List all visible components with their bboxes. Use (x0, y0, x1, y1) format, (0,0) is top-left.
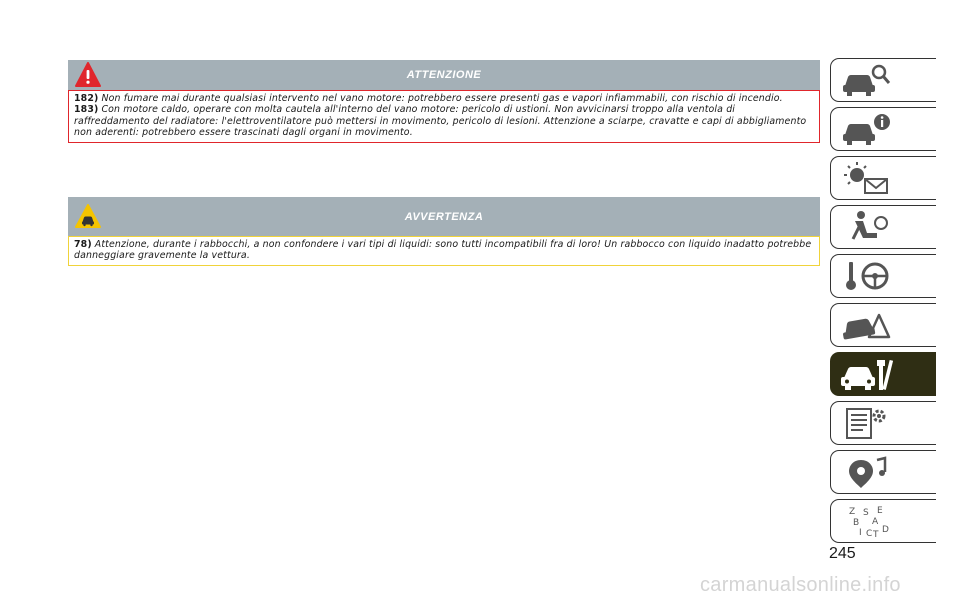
tab-servicing-maintenance[interactable] (830, 352, 936, 396)
note-182: 182) Non fumare mai durante qualsiasi intervento nel vano motore: potrebbero essere presenti gas e vapori infiammabili, con rischio di incendio. (74, 93, 783, 104)
svg-text:Z: Z (849, 507, 856, 517)
tab-multimedia[interactable] (830, 450, 936, 494)
car-info-icon (839, 111, 893, 147)
watermark: carmanualsonline.info (700, 574, 901, 596)
tab-emergency[interactable] (830, 303, 936, 347)
svg-text:C: C (866, 529, 873, 539)
chapter-tabs (830, 58, 936, 548)
svg-text:D: D (882, 525, 889, 535)
svg-text:S: S (863, 508, 869, 518)
car-wrench-icon (839, 356, 893, 392)
alphabetical-index-icon (839, 503, 893, 539)
note-78: 78) Attenzione, durante i rabbocchi, a non confondere i vari tipi di liquidi: sono tutti incompatibili fra di loro! Un rabbocco con liquido inadatto potrebbe danneggiare gravemente la vettura. (74, 239, 812, 262)
svg-text:B: B (853, 518, 860, 528)
warning-box (68, 60, 820, 143)
svg-text:A: A (872, 517, 879, 527)
caution-title: AVVERTENZA (404, 210, 484, 223)
tab-safety[interactable] (830, 205, 936, 249)
svg-text:T: T (873, 530, 879, 539)
caution-car-triangle-icon (74, 202, 102, 230)
warning-body (68, 90, 820, 143)
tab-getting-to-know[interactable] (830, 58, 936, 102)
caution-body (68, 236, 820, 266)
warning-light-envelope-icon (839, 160, 893, 196)
tab-warning-lights[interactable] (830, 156, 936, 200)
caution-header (68, 197, 820, 236)
note-183: 183) Con motore caldo, operare con molta cautela all'interno del vano motore: pericolo di ustioni. Non avvicinarsi troppo alla ventola di raffreddamento del radiatore: l'elettroventilatore può mettersi in movimento, pericolo di lesioni. Attenzione a sciarpe, cravatte e capi di abbigliamento non aderenti: potrebbero essere trascinati dagli organi in movimento. (74, 104, 807, 139)
tab-technical-data[interactable] (830, 401, 936, 445)
warning-title: ATTENZIONE (406, 69, 482, 81)
page-number: 245 (829, 545, 856, 562)
tab-starting-driving[interactable] (830, 254, 936, 298)
tab-index[interactable] (830, 499, 936, 543)
multimedia-icon (839, 454, 893, 490)
warning-triangle-icon (74, 61, 102, 89)
svg-text:I: I (859, 528, 862, 538)
warning-header (68, 60, 820, 90)
tab-instrument-panel[interactable] (830, 107, 936, 151)
key-steering-wheel-icon (839, 258, 893, 294)
data-sheet-gear-icon (839, 405, 893, 441)
car-magnifier-icon (839, 62, 893, 98)
svg-text:E: E (877, 506, 883, 516)
car-emergency-icon (839, 307, 893, 343)
caution-box (68, 197, 820, 266)
seated-passenger-airbag-icon (839, 209, 893, 245)
